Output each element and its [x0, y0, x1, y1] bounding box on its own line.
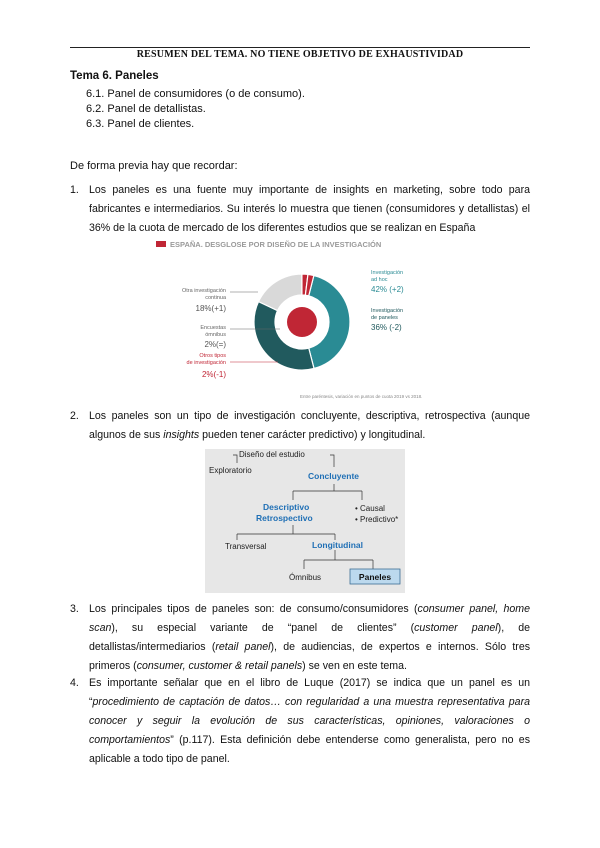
label-panel-line1: Investigación — [371, 308, 404, 314]
intro-text: De forma previa hay que recordar: — [70, 160, 238, 172]
text-emphasis: customer panel — [414, 622, 498, 634]
list-item-1 — [70, 181, 530, 238]
text-run: ) se ven en este tema. — [302, 660, 407, 672]
label-omni-line1: Encuestas — [200, 325, 226, 331]
donut-center — [287, 307, 317, 337]
label-otros-value: 2%(-1) — [201, 370, 226, 379]
text-run: pueden tener carácter predictivo) y longitudinal. — [199, 429, 426, 441]
node-root: Diseño del estudio — [239, 450, 305, 459]
item-number: 1. — [70, 184, 79, 196]
toc-item: 6.1. Panel de consumidores (o de consumo). — [86, 88, 305, 100]
chart-footnote: Entre paréntesis, variación en puntos de cuota 2019 vs 2018. — [300, 394, 423, 399]
label-adhoc-line1: Investigación — [371, 270, 404, 276]
node-omnibus: Ómnibus — [289, 573, 322, 582]
node-predictivo: • Predictivo* — [355, 515, 399, 524]
label-cont-line1: Otra investigación — [181, 288, 226, 294]
donut-slice-3 — [259, 274, 302, 311]
text-run: Es importante señalar que en el libro de Luque (2017) se indica que un panel es un “ — [89, 677, 530, 708]
item-number: 2. — [70, 410, 79, 422]
text-run: ” (p.117). Esta definición debe entenderse como generalista, pero no es aplicable a todo tipo de panel. — [89, 734, 530, 765]
label-cont-line2: continua — [205, 295, 226, 301]
text-run: ), de detallistas/intermediarios ( — [89, 622, 530, 653]
item-number: 3. — [70, 603, 79, 615]
list-item-3 — [70, 600, 530, 676]
label-cont-value: 18%(+1) — [195, 304, 226, 313]
node-retrospectivo: Retrospectivo — [256, 513, 313, 523]
list-item-2 — [70, 407, 530, 445]
label-panel-value: 36% (-2) — [371, 323, 402, 332]
label-adhoc-value: 42% (+2) — [371, 285, 404, 294]
page-header: RESUMEN DEL TEMA. NO TIENE OBJETIVO DE EXHAUSTIVIDAD — [136, 49, 464, 60]
label-otros-line2: de investigación — [186, 360, 226, 366]
text-emphasis: retail panel — [215, 641, 271, 653]
node-longitudinal: Longitudinal — [312, 540, 363, 550]
node-paneles: Paneles — [358, 572, 392, 582]
node-concluyente: Concluyente — [308, 471, 360, 481]
label-otros-line1: Otros tipos — [199, 353, 226, 359]
node-descriptivo: Descriptivo — [263, 502, 310, 512]
title-marker — [156, 241, 166, 247]
header-rule — [70, 47, 530, 48]
list-item-4 — [70, 674, 530, 769]
item-text — [89, 407, 530, 445]
study-design-diagram — [205, 449, 405, 593]
text-emphasis: procedimiento de captación de datos… con regularidad a una muestra representativa para conocer y seguir la evolución de sus características, opiniones, valoraciones o comportamientos — [89, 696, 530, 746]
text-run: ), de audiencias, de expertos e internos. Sólo tres primeros ( — [89, 641, 531, 672]
section-title: Tema 6. Paneles — [70, 70, 159, 82]
toc-item: 6.2. Panel de detallistas. — [86, 103, 206, 115]
item-text: Los paneles es una fuente muy importante de insights en marketing, sobre todo para fabricantes e intermediarios. Su interés lo muestra que tienen (consumidores y detallistas) el 36% de la cuota de mercado de los diferentes estudios que se realizan en España — [89, 184, 530, 234]
text-emphasis: consumer panel, home scan — [89, 603, 531, 634]
research-design-donut-chart — [150, 236, 450, 406]
toc-item: 6.3. Panel de clientes. — [86, 118, 195, 130]
item-number: 4. — [70, 677, 79, 689]
text-emphasis: consumer, customer & retail panels — [136, 660, 303, 672]
label-omni-value: 2%(=) — [204, 340, 226, 349]
chart-title: ESPAÑA. DESGLOSE POR DISEÑO DE LA INVESTIGACIÓN — [170, 240, 382, 249]
text-run: Los principales tipos de paneles son: de consumo/consumidores ( — [89, 603, 418, 615]
item-text — [89, 600, 530, 676]
node-causal: • Causal — [355, 504, 385, 513]
label-adhoc-line2: ad hoc — [371, 277, 388, 283]
node-transversal: Transversal — [225, 542, 267, 551]
node-exploratorio: Exploratorio — [209, 466, 252, 475]
text-run: ), su especial variante de “panel de clientes” ( — [111, 622, 415, 634]
text-emphasis: insights — [163, 429, 200, 441]
item-text — [89, 674, 530, 769]
label-omni-line2: ómnibus — [205, 332, 226, 338]
text-run: Los paneles son un tipo de investigación concluyente, descriptiva, retrospectiva (aunque algunos de sus — [89, 410, 530, 441]
label-panel-line2: de paneles — [371, 315, 398, 321]
